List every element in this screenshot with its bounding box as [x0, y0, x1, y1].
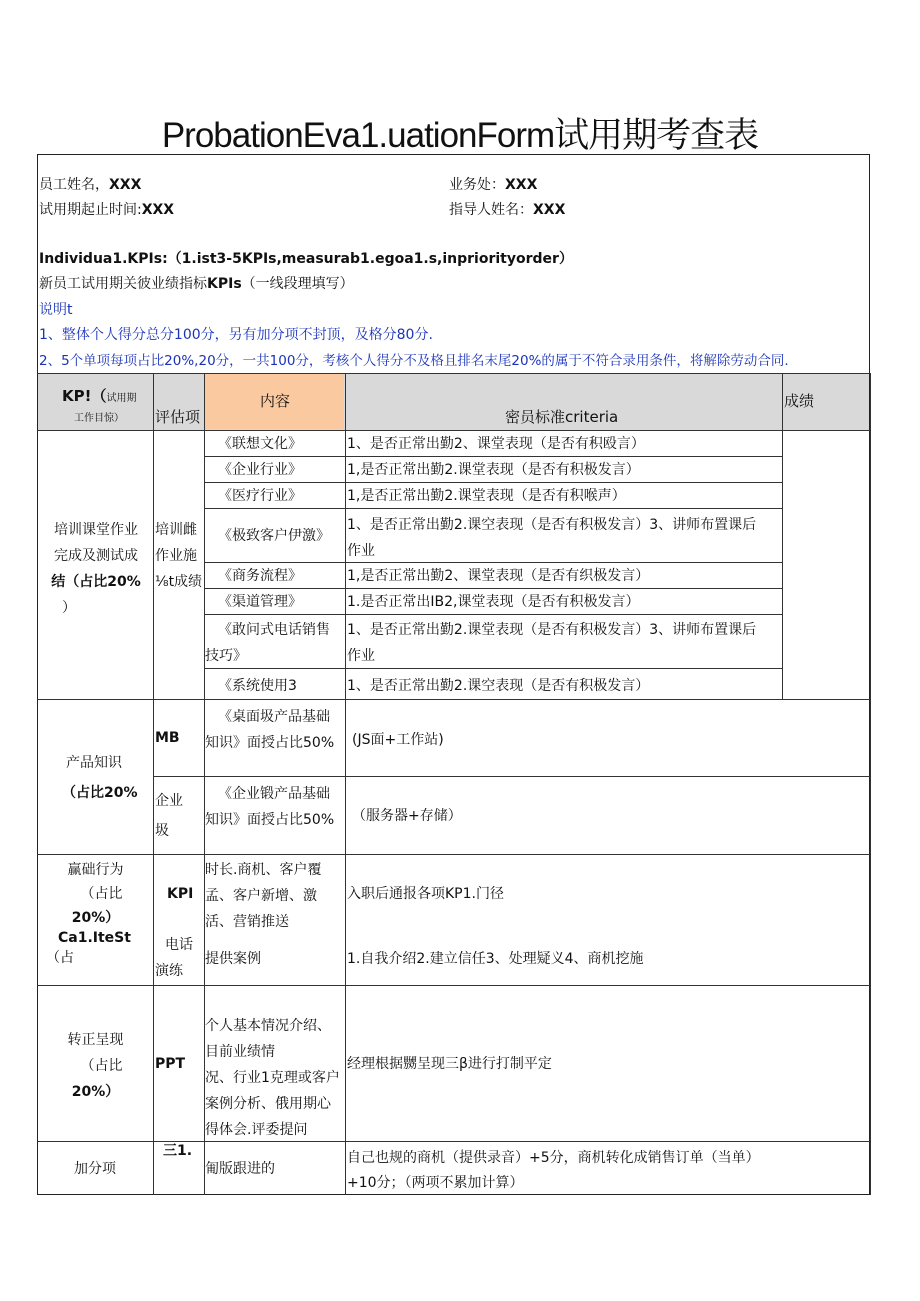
rule: [204, 668, 782, 669]
training-content-3: 《极致客户伊激》: [218, 528, 330, 544]
rule: [37, 699, 870, 700]
product-eval-1: [155, 788, 183, 844]
period-label: 试用期起止时间:: [39, 202, 142, 218]
behavior-content-case: 提供案例: [205, 951, 261, 967]
bonus-criteria-1: 自己也规的商机（提供录音）+5分，商机转化成销售订单（当单）: [347, 1150, 760, 1166]
kpi-subheading-b: KPIs: [207, 276, 242, 292]
product-eval-1-line2: 圾: [155, 823, 169, 839]
header-kpi-label: KP!（: [62, 387, 107, 405]
behavior-kpi-line4: Ca1.IteSt: [58, 930, 131, 946]
form-frame: [37, 154, 870, 1195]
training-content-6: 《敢问式电话销售: [218, 622, 330, 638]
regular-content-line2: 目前业绩情: [205, 1044, 275, 1060]
behavior-eval-phone-line2: 演练: [155, 963, 183, 979]
rule: [204, 482, 782, 483]
training-kpi: [40, 517, 152, 621]
bonus-kpi: 加分项: [74, 1161, 116, 1177]
training-content-2: 《医疗行业》: [218, 488, 302, 504]
product-criteria-0: (JS面+工作站): [352, 732, 444, 748]
training-content-4: 《商务流程》: [218, 568, 302, 584]
regular-eval: PPT: [155, 1056, 186, 1072]
bonus-criteria-2: +10分；（两项不累加计算）: [347, 1175, 524, 1191]
kpi-subheading: [39, 276, 354, 292]
header-eval-item: 评估项: [155, 408, 201, 426]
regular-kpi-line1: 转正呈现: [67, 1032, 124, 1048]
training-eval: [155, 517, 202, 595]
product-eval-1-line1: 企业: [155, 793, 183, 809]
employee-name-value: XXX: [109, 177, 142, 193]
kpi-heading: Individua1.KPIs:（1.ist3-5KPIs,measurab1.egoa1.s,inpriorityorder）: [39, 251, 573, 267]
kpi-subheading-c: （一线段理填写）: [241, 276, 354, 292]
behavior-kpi-line3: 20%）: [71, 910, 120, 926]
behavior-criteria-1: 入职后通报各项KP1.门径: [347, 886, 504, 902]
training-criteria-0: 1、是否正常出勤2、课堂表现（是否有积殴言）: [347, 436, 645, 452]
note-2: 2、5个单项每项占比20%,20分，一共100分，考核个人得分不及格且排名末尾20%的属于不符合录用条件，将解除劳动合同.: [39, 353, 789, 369]
training-criteria-1: 1,是否正常出勤2.课堂表现（是否有积极发言）: [347, 462, 640, 478]
rule: [37, 1141, 870, 1142]
training-criteria-5: 1.是否正常出IB2,课堂表现（是否有积极发言）: [347, 594, 640, 610]
training-kpi-line1: 培训课堂作业: [54, 522, 138, 538]
regular-kpi: [38, 1027, 153, 1105]
behavior-eval-phone-line1: 电话: [165, 937, 193, 953]
regular-content: [205, 1013, 340, 1143]
kpi-subheading-a: 新员工试用期关彼业绩指标: [39, 276, 207, 292]
product-kpi-line1: 产品知识: [66, 755, 122, 771]
note-1: 1、整体个人得分总分100分，另有加分项不封顶，及格分80分.: [39, 327, 433, 343]
regular-kpi-line2: （占比: [80, 1058, 123, 1074]
col-rule: [870, 373, 871, 1195]
header-score: 成绩: [784, 392, 815, 410]
col-rule: [782, 373, 783, 699]
training-kpi-line3: 结（占比20%: [51, 574, 141, 590]
training-eval-line3: ⅛t成绩: [155, 574, 203, 590]
behavior-content-line2: 孟、客户新增、激: [205, 888, 317, 904]
behavior-eval-phone: [155, 932, 193, 984]
product-content-0-line2: 知识》面授占比50%: [205, 735, 335, 751]
training-criteria-3b: 作业: [347, 543, 375, 559]
training-kpi-line2: 完成及测试成: [54, 548, 138, 564]
header-content: 内容: [260, 392, 291, 410]
mentor-value: XXX: [533, 202, 566, 218]
regular-content-line3: 况、行业1克理或客户: [205, 1070, 340, 1086]
regular-kpi-line3: 20%）: [71, 1084, 120, 1100]
training-kpi-line4: ）: [62, 600, 76, 616]
rule: [204, 588, 782, 589]
header-kpi-small2: 工作目惊）: [74, 413, 124, 424]
bonus-content: 匍版跟进的: [205, 1161, 275, 1177]
department-value: XXX: [505, 177, 538, 193]
rule: [37, 430, 870, 431]
rule: [204, 562, 782, 563]
behavior-kpi-line5: （占: [46, 950, 74, 966]
rule: [37, 373, 870, 374]
rule: [37, 854, 870, 855]
rule: [204, 508, 782, 509]
product-content-0: [205, 704, 334, 756]
training-criteria-6: 1、是否正常出勤2.课堂表现（是否有积极发言）3、讲师布置课后: [347, 622, 757, 638]
training-criteria-4: 1,是否正常出勤2、课堂表现（是否有织极发言）: [347, 568, 650, 584]
col-rule: [153, 373, 154, 1195]
department-label: 业务处：: [449, 177, 505, 193]
rule: [153, 776, 870, 777]
training-criteria-3: 1、是否正常出勤2.课空表现（是否有积极发言）3、讲师布置课后: [347, 517, 757, 533]
training-criteria-6b: 作业: [347, 648, 375, 664]
note-title: 说明t: [39, 302, 73, 318]
col-rule: [345, 373, 346, 1195]
product-criteria-1: （服务器+存储）: [352, 808, 462, 824]
bonus-eval: 三1.: [163, 1143, 193, 1159]
employee-name-label: 员工姓名，: [39, 177, 109, 193]
product-content-1-line1: 《企业锻产品基础: [218, 786, 330, 802]
regular-content-line4: 案例分析、俄用期心: [205, 1096, 331, 1112]
training-eval-line2: 作业施: [155, 548, 197, 564]
training-content-5: 《渠道管理》: [218, 594, 302, 610]
employee-name: [39, 177, 141, 193]
rule: [204, 456, 782, 457]
training-content-6b: 技巧》: [205, 648, 247, 664]
product-kpi-line2: （占比20%: [62, 785, 138, 801]
behavior-kpi: [38, 858, 153, 970]
header-criteria: 密员标准criteria: [505, 408, 619, 426]
behavior-kpi-line1: 赢础行为: [67, 862, 124, 878]
mentor-label: 指导人姓名：: [449, 202, 533, 218]
training-eval-line1: 培训雌: [155, 522, 197, 538]
regular-content-line5: 得体会.评委提问: [205, 1122, 308, 1138]
behavior-content-line3: 活、营销推送: [205, 914, 289, 930]
regular-criteria: 经理根据嬲呈现三β进行打制平定: [347, 1056, 552, 1072]
behavior-content-line1: 时长.商机、客户覆: [205, 862, 322, 878]
behavior-content: [205, 857, 321, 935]
product-content-1: [205, 781, 334, 833]
training-content-1: 《企业行业》: [218, 462, 302, 478]
mentor-name: [449, 202, 565, 218]
behavior-eval-kpi: KPI: [167, 886, 194, 902]
training-content-7: 《系统使用3: [218, 678, 297, 694]
product-content-0-line1: 《桌面圾产品基础: [218, 709, 330, 725]
department: [449, 177, 537, 193]
page-title: ProbationEva1.uationForm试用期考查表: [161, 116, 759, 155]
rule: [37, 985, 870, 986]
regular-content-line1: 个人基本情况介绍、: [205, 1018, 331, 1034]
header-kpi-small1: 试用期: [106, 393, 137, 404]
product-content-1-line2: 知识》面授占比50%: [205, 812, 335, 828]
behavior-criteria-2: 1.自我介绍2.建立信任3、处理疑义4、商机挖施: [347, 951, 644, 967]
header-kpi: [62, 388, 136, 407]
period-value: XXX: [141, 202, 175, 218]
training-content-0: 《联想文化》: [218, 436, 302, 452]
training-criteria-7: 1、是否正常出勤2.课空表现（是否有积极发言）: [347, 678, 650, 694]
product-eval-0: MB: [155, 730, 180, 746]
behavior-kpi-line2: （占比: [80, 886, 123, 902]
probation-period: [39, 202, 174, 218]
training-criteria-2: 1,是否正常出勤2.课堂表现（是否有积喉声）: [347, 488, 626, 504]
rule: [204, 614, 782, 615]
